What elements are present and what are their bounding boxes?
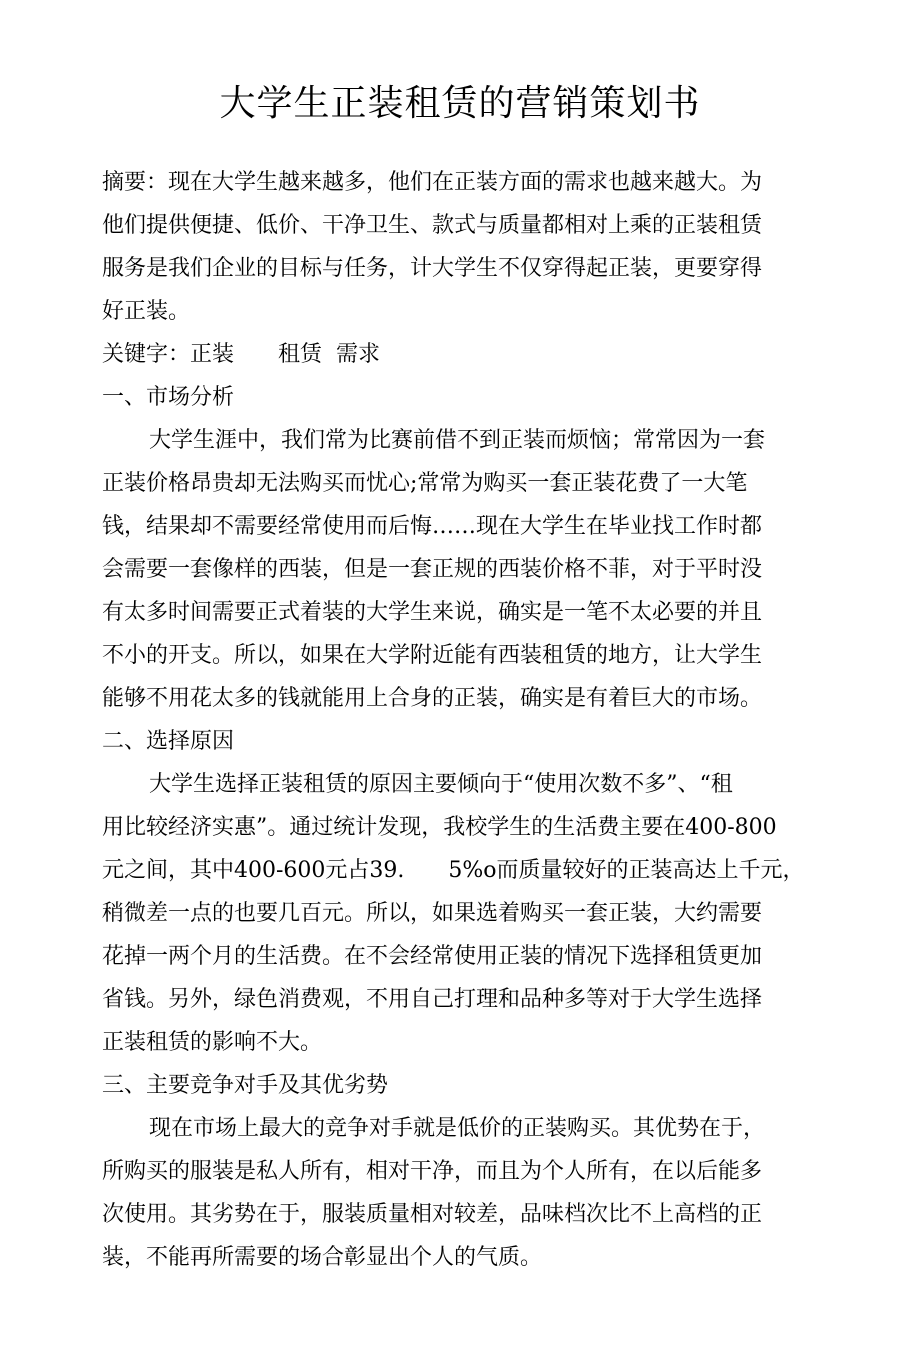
paragraph-line: 现在市场上最大的竞争对手就是低价的正装购买。其优势在于， [149, 1116, 766, 1141]
paragraph-line: 元之间，其中400-600元占39. 5%o而质量较好的正装高达上千元， [102, 858, 805, 883]
paragraph-line: 不小的开支。所以，如果在大学附近能有西装租赁的地方，让大学生 [102, 643, 763, 668]
section-heading: 三、主要竞争对手及其优劣势 [102, 1073, 389, 1098]
abstract-line: 摘要：现在大学生越来越多，他们在正装方面的需求也越来越大。为 [102, 170, 763, 195]
paragraph-line: 稍微差一点的也要几百元。所以，如果选着购买一套正装，大约需要 [102, 901, 763, 926]
abstract-line: 服务是我们企业的目标与任务，计大学生不仅穿得起正装，更要穿得 [102, 256, 763, 281]
paragraph-line: 能够不用花太多的钱就能用上合身的正装，确实是有着巨大的市场。 [102, 686, 763, 711]
abstract-line: 好正装。 [102, 299, 191, 324]
section-heading: 一、市场分析 [102, 385, 235, 410]
paragraph-line: 钱，结果却不需要经常使用而后悔……现在大学生在毕业找工作时都 [102, 514, 763, 539]
document-title: 大学生正装租赁的营销策划书 [219, 83, 701, 124]
paragraph-line: 装，不能再所需要的场合彰显出个人的气质。 [102, 1245, 543, 1270]
paragraph-line: 次使用。其劣势在于，服装质量相对较差，品味档次比不上高档的正 [102, 1202, 763, 1227]
paragraph-line: 所购买的服装是私人所有，相对干净，而且为个人所有，在以后能多 [102, 1159, 763, 1184]
keywords-line: 关键字：正装 租赁 需求 [102, 342, 380, 367]
paragraph-line: 会需要一套像样的西装，但是一套正规的西装价格不菲，对于平时没 [102, 557, 763, 582]
paragraph-line: 正装租赁的影响不大。 [102, 1030, 323, 1055]
paragraph-line: 用比较经济实惠”。通过统计发现，我校学生的生活费主要在400-800 [102, 815, 777, 840]
paragraph-line: 大学生选择正装租赁的原因主要倾向于“使用次数不多”、“租 [149, 772, 733, 797]
paragraph-line: 大学生涯中，我们常为比赛前借不到正装而烦恼；常常因为一套 [149, 428, 766, 453]
abstract-line: 他们提供便捷、低价、干净卫生、款式与质量都相对上乘的正装租赁 [102, 213, 763, 238]
paragraph-line: 有太多时间需要正式着装的大学生来说，确实是一笔不太必要的并且 [102, 600, 763, 625]
paragraph-line: 正装价格昂贵却无法购买而忧心;常常为购买一套正装花费了一大笔 [102, 471, 748, 496]
paragraph-line: 花掉一两个月的生活费。在不会经常使用正装的情况下选择租赁更加 [102, 944, 763, 969]
paragraph-line: 省钱。另外，绿色消费观，不用自己打理和品种多等对于大学生选择 [102, 987, 763, 1012]
section-heading: 二、选择原因 [102, 729, 235, 754]
